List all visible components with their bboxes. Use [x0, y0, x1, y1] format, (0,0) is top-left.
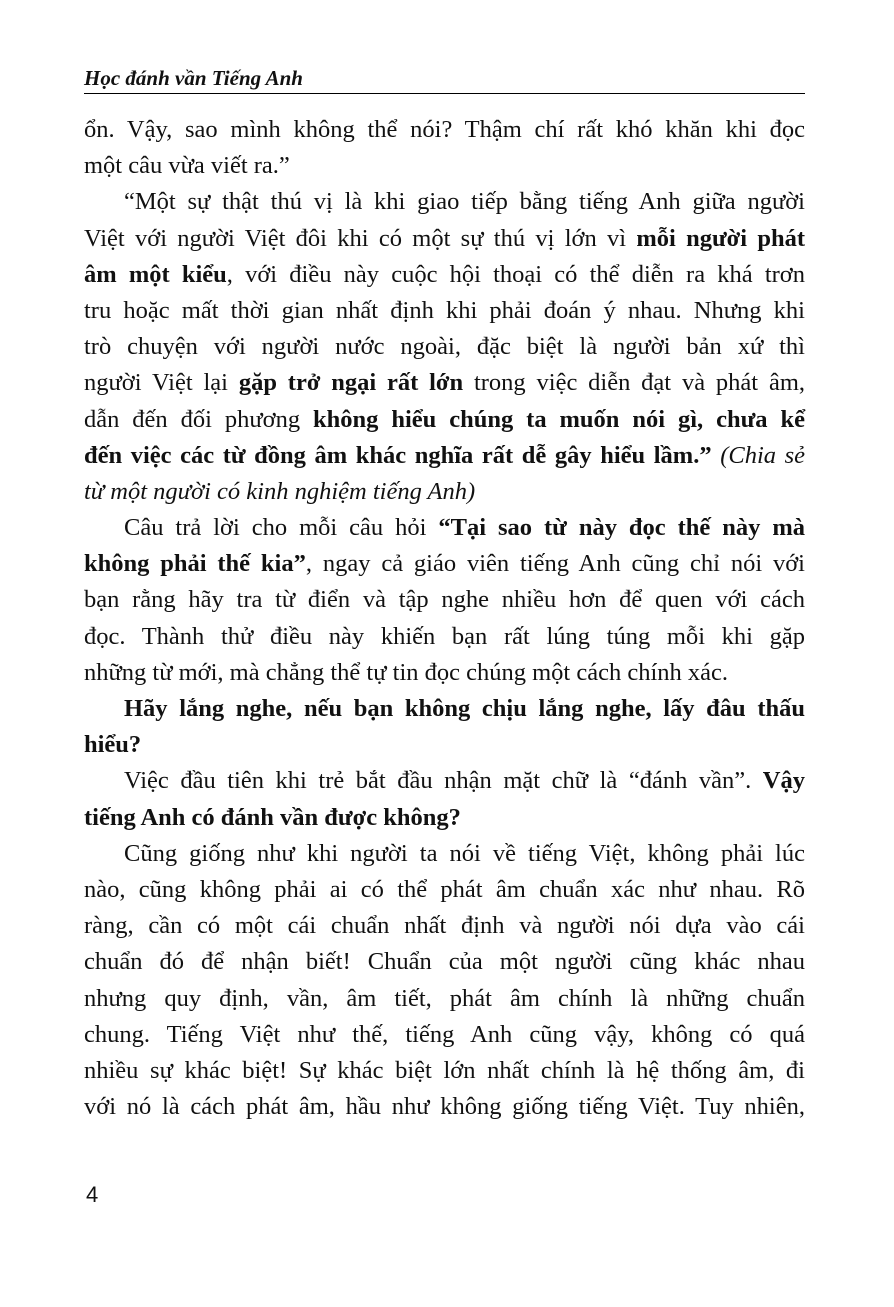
text-line — [84, 329, 805, 365]
text-segment: Câu trả lời cho mỗi câu hỏi — [124, 514, 439, 542]
bold-text: Hãy lắng nghe, nếu bạn không chịu lắng nghe, lấy đâu thấu — [124, 695, 805, 722]
text-line — [84, 293, 805, 329]
text-line — [84, 402, 805, 438]
text-line — [84, 112, 805, 148]
text-line — [84, 582, 805, 618]
text-segment: trong việc diễn đạt và phát âm, — [463, 369, 805, 397]
text-segment: chuẩn đó để nhận biết! Chuẩn của một người cũng khác nhau — [84, 948, 805, 976]
text-line — [84, 257, 805, 293]
running-header — [84, 66, 805, 94]
text-segment: chung. Tiếng Việt như thế, tiếng Anh cũng vậy, không có quá — [84, 1020, 805, 1048]
text-line — [84, 474, 805, 510]
page-number: 4 — [86, 1182, 99, 1207]
italic-text: (Chia sẻ — [711, 441, 805, 469]
text-segment: , ngay cả giáo viên tiếng Anh cũng chỉ nói với — [305, 550, 805, 578]
text-line — [84, 727, 805, 763]
bold-text: không hiểu chúng ta muốn nói gì, chưa kể — [313, 405, 805, 433]
text-segment: đọc. Thành thử điều này khiến bạn rất lúng túng mỗi khi gặp — [84, 622, 805, 650]
text-segment: người Việt lại — [84, 369, 239, 397]
text-segment: nhưng quy định, vần, âm tiết, phát âm chính là những chuẩn — [84, 984, 805, 1012]
bold-text: gặp trở ngại rất lớn — [238, 369, 464, 397]
text-segment: nào, cũng không phải ai có thể phát âm chuẩn xác như nhau. Rõ — [84, 875, 805, 903]
text-line — [84, 148, 805, 184]
text-line — [84, 365, 805, 401]
text-line — [84, 184, 805, 220]
text-line — [84, 908, 805, 944]
text-line — [84, 221, 805, 257]
text-line — [84, 836, 805, 872]
bold-text: đến việc các từ đồng âm khác nghĩa rất dễ gây hiểu lầm.” — [84, 441, 712, 469]
text-line — [84, 655, 805, 691]
text-segment: Cũng giống như khi người ta nói về tiếng Việt, không phải lúc — [124, 839, 805, 867]
text-segment: những từ mới, mà chẳng thể tự tin đọc chúng một cách chính xác. — [84, 658, 729, 686]
text-segment: một câu vừa viết ra.” — [84, 152, 290, 180]
text-segment: ràng, cần có một cái chuẩn nhất định và người nói dựa vào cái — [84, 912, 805, 940]
text-segment: trò chuyện với người nước ngoài, đặc biệt là người bản xứ thì — [84, 333, 805, 361]
book-title: Học đánh vần Tiếng Anh — [84, 66, 303, 90]
bold-text: tiếng Anh có đánh vần được không? — [84, 803, 461, 831]
text-segment: với nó là cách phát âm, hầu như không giống tiếng Việt. Tuy nhiên, — [84, 1093, 805, 1121]
bold-text: không phải thế kia” — [84, 550, 306, 578]
text-segment: dẫn đến đối phương — [84, 405, 314, 433]
text-line — [84, 1053, 805, 1089]
bold-text: mỗi người phát — [636, 224, 805, 252]
text-line — [84, 1089, 805, 1125]
text-line — [84, 619, 805, 655]
bold-text: hiểu? — [84, 731, 142, 759]
text-segment: tru hoặc mất thời gian nhất định khi phải đoán ý nhau. Nhưng khi — [84, 296, 805, 324]
italic-text: từ một người có kinh nghiệm tiếng Anh) — [84, 477, 476, 505]
text-line — [84, 872, 805, 908]
text-line — [84, 546, 805, 582]
text-segment: bạn rằng hãy tra từ điển và tập nghe nhiều hơn để quen với cách — [84, 586, 805, 614]
text-segment: , với điều này cuộc hội thoại có thể diễn ra khá trơn — [226, 260, 805, 288]
text-line — [84, 800, 805, 836]
text-line — [84, 510, 805, 546]
text-line — [84, 691, 805, 727]
text-line — [84, 981, 805, 1017]
text-segment: ổn. Vậy, sao mình không thể nói? Thậm chí rất khó khăn khi đọc — [84, 116, 805, 143]
text-segment: “Một sự thật thú vị là khi giao tiếp bằng tiếng Anh giữa người — [124, 188, 805, 216]
page-body-text — [84, 112, 805, 1125]
text-segment: nhiều sự khác biệt! Sự khác biệt lớn nhất chính là hệ thống âm, đi — [84, 1056, 805, 1084]
text-line — [84, 1017, 805, 1053]
text-segment: Việt với người Việt đôi khi có một sự thú vị lớn vì — [84, 224, 637, 252]
bold-text: “Tại sao từ này đọc thế này mà — [438, 514, 805, 542]
text-segment: Việc đầu tiên khi trẻ bắt đầu nhận mặt chữ là “đánh vần”. — [124, 767, 763, 795]
text-line — [84, 438, 805, 474]
text-line — [84, 944, 805, 980]
bold-text: âm một kiểu — [84, 260, 227, 288]
bold-text: Vậy — [762, 767, 805, 795]
text-line — [84, 763, 805, 799]
